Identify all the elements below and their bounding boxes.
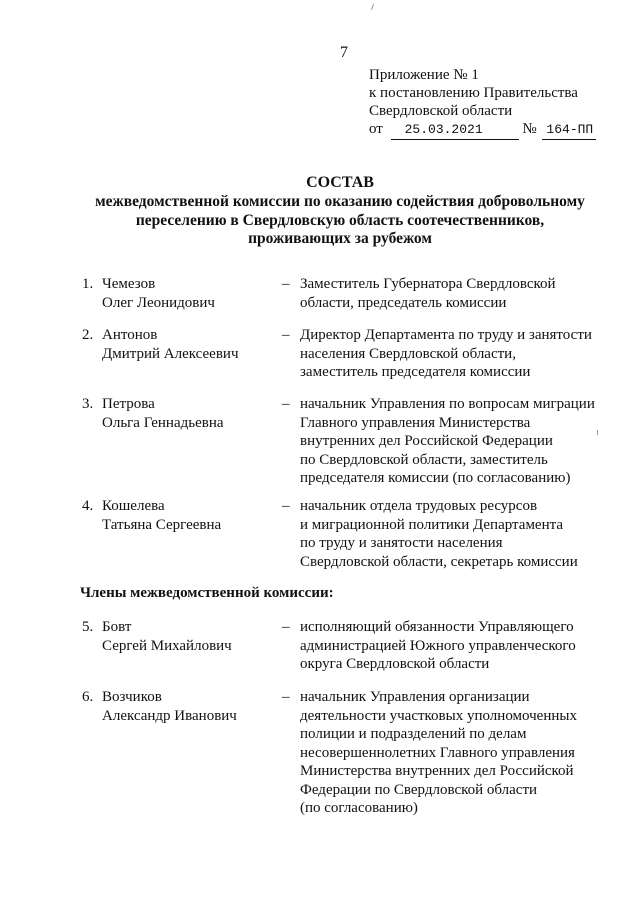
entry-dash: – <box>282 498 290 514</box>
surname: Бовт <box>102 619 132 635</box>
entry-position <box>300 688 610 818</box>
annex-line-2: к постановлению Правительства <box>369 85 578 101</box>
entry-position <box>300 395 610 488</box>
surname: Кошелева <box>102 498 165 514</box>
entry-number: 6. <box>82 689 94 705</box>
annex-line-3: Свердловской области <box>369 103 513 119</box>
entry-name <box>102 395 272 432</box>
position-line: исполняющий обязанности Управляющего <box>300 619 574 635</box>
position-line: деятельности участковых уполномоченных <box>300 707 577 724</box>
annex-date-row <box>369 120 596 140</box>
entry-dash: – <box>282 619 290 635</box>
position-line: Главного управления Министерства <box>300 414 531 431</box>
number-prefix: № <box>522 121 537 137</box>
annex-date: 25.03.2021 <box>391 121 519 140</box>
position-line: полиции и подразделений по делам <box>300 726 527 742</box>
entry-dash: – <box>282 689 290 705</box>
position-line: (по согласованию) <box>300 800 418 816</box>
surname: Возчиков <box>102 689 162 705</box>
given-names: Татьяна Сергеевна <box>102 516 222 533</box>
entry-name <box>102 618 272 655</box>
surname: Чемезов <box>102 276 156 292</box>
position-line: по труду и занятости населения <box>300 535 503 551</box>
date-prefix: от <box>369 121 383 137</box>
given-names: Ольга Геннадьевна <box>102 414 224 431</box>
position-line: администрацией Южного управленческого <box>300 637 576 654</box>
position-line: Федерации по Свердловской области <box>300 781 538 798</box>
title-heading: СОСТАВ <box>306 174 374 191</box>
position-line: Директор Департамента по труду и занятости <box>300 327 592 343</box>
page-number: 7 <box>340 44 348 61</box>
entry-number: 4. <box>82 498 94 514</box>
entry-number: 5. <box>82 619 94 635</box>
entry-name <box>102 688 272 725</box>
position-line: председателя комиссии (по согласованию) <box>300 470 571 486</box>
entry-position <box>300 497 610 571</box>
scan-speck <box>371 4 374 10</box>
entry-name <box>102 497 272 534</box>
entry-position <box>300 618 610 674</box>
position-line: Свердловской области, секретарь комиссии <box>300 553 578 570</box>
position-line: внутренних дел Российской Федерации <box>300 433 553 449</box>
entry-position <box>300 275 610 312</box>
position-line: начальник отдела трудовых ресурсов <box>300 498 538 514</box>
entry-dash: – <box>282 276 290 292</box>
scan-speck <box>597 430 598 435</box>
given-names: Сергей Михайлович <box>102 637 232 654</box>
title-line-1: межведомственной комиссии по оказанию содействия добровольному <box>95 193 585 210</box>
entry-number: 2. <box>82 327 94 343</box>
annex-number: 164-ПП <box>542 121 596 140</box>
position-line: начальник Управления по вопросам миграции <box>300 396 595 412</box>
entry-dash: – <box>282 396 290 412</box>
members-heading: Члены межведомственной комиссии: <box>80 585 334 601</box>
given-names: Дмитрий Алексеевич <box>102 345 239 362</box>
title-line-3: проживающих за рубежом <box>248 230 432 247</box>
position-line: населения Свердловской области, <box>300 345 516 362</box>
position-line: заместитель председателя комиссии <box>300 364 531 380</box>
position-line: области, председатель комиссии <box>300 294 507 311</box>
given-names: Александр Иванович <box>102 707 237 724</box>
entry-position <box>300 326 610 382</box>
position-line: Министерства внутренних дел Российской <box>300 763 574 779</box>
position-line: округа Свердловской области <box>300 656 490 672</box>
annex-block <box>369 66 596 140</box>
title-line-2: переселению в Свердловскую область соотечественников, <box>135 211 545 229</box>
entry-number: 1. <box>82 276 94 292</box>
entry-name <box>102 326 272 363</box>
entry-dash: – <box>282 327 290 343</box>
position-line: несовершеннолетних Главного управления <box>300 744 575 761</box>
entry-number: 3. <box>82 396 94 412</box>
position-line: по Свердловской области, заместитель <box>300 451 548 468</box>
given-names: Олег Леонидович <box>102 294 215 311</box>
document-title <box>80 174 600 249</box>
surname: Петрова <box>102 396 155 412</box>
position-line: и миграционной политики Департамента <box>300 516 564 533</box>
position-line: Заместитель Губернатора Свердловской <box>300 276 556 292</box>
entry-name <box>102 275 272 312</box>
surname: Антонов <box>102 327 158 343</box>
position-line: начальник Управления организации <box>300 689 530 705</box>
annex-line-1: Приложение № 1 <box>369 67 479 83</box>
